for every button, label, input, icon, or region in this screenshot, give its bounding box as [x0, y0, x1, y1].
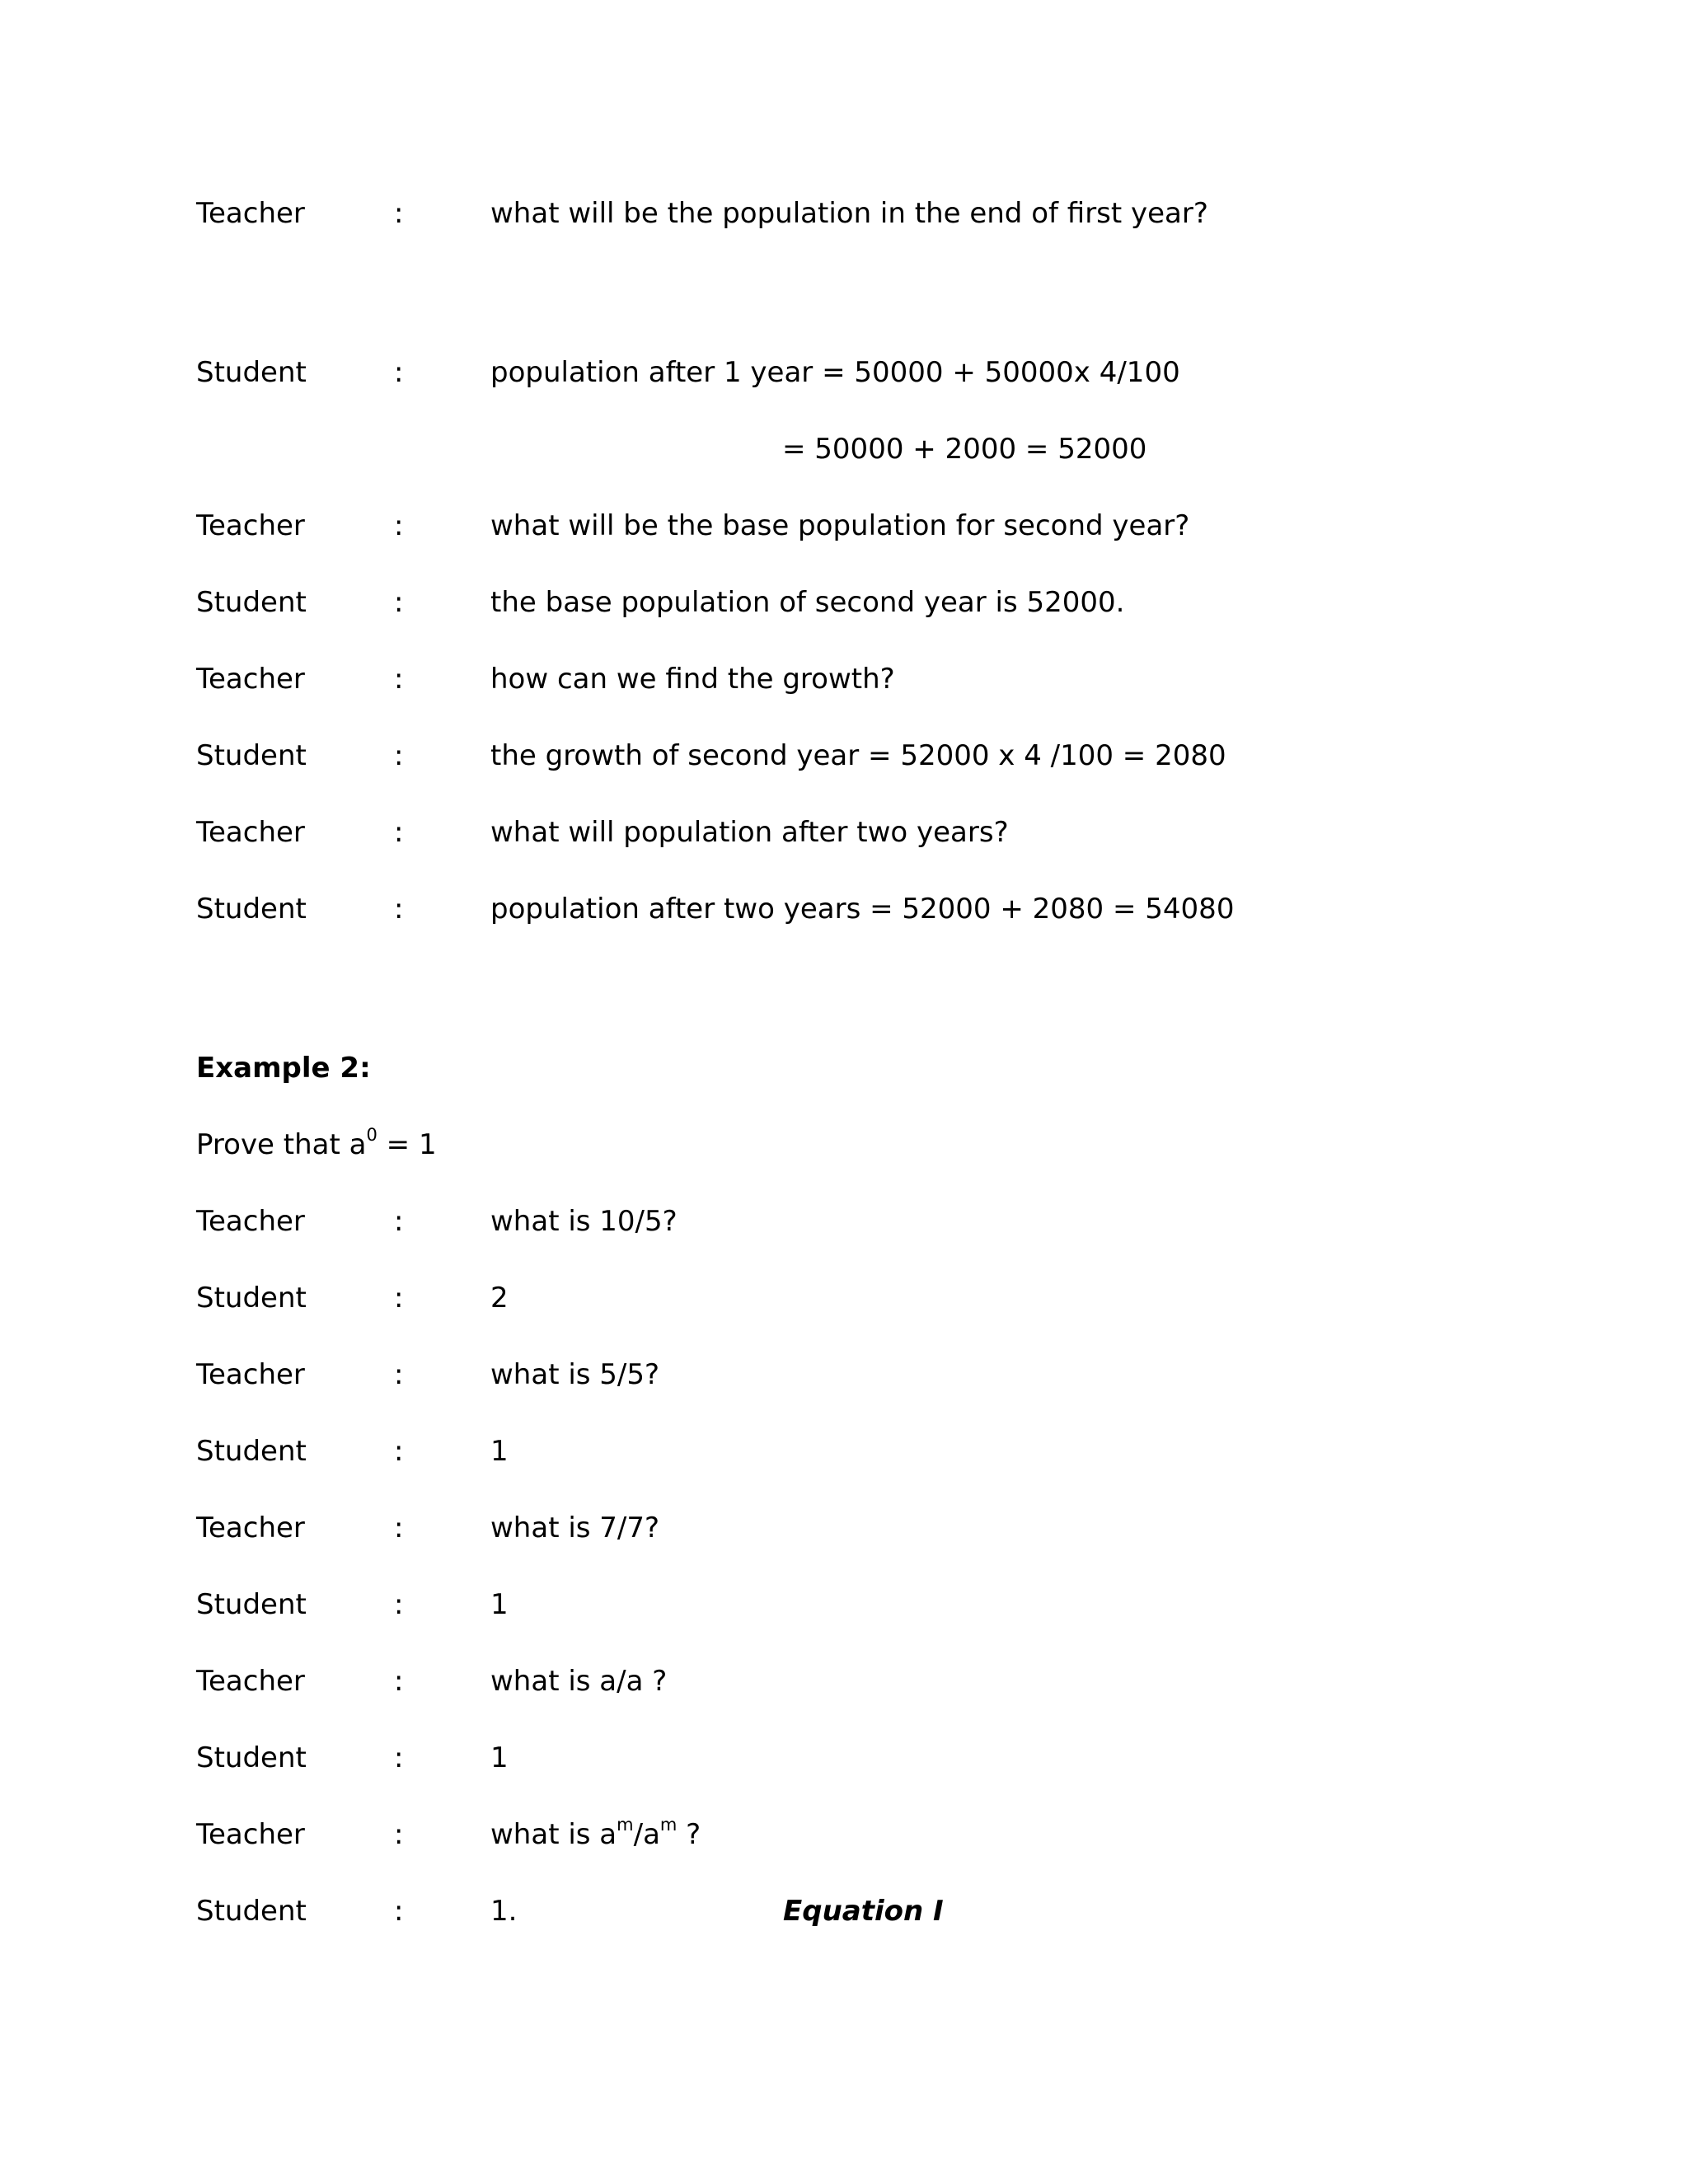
dialogue-line — [0, 348, 1688, 397]
speaker-label: Teacher — [196, 1511, 305, 1544]
equation-continuation: = 50000 + 2000 = 52000 — [782, 433, 1147, 466]
dialogue-line — [0, 1810, 1688, 1859]
speaker-label: Student — [196, 1282, 307, 1315]
colon-separator: : — [394, 586, 404, 619]
dialogue-text: what will be the population in the end of first year? — [490, 197, 1208, 230]
colon-separator: : — [394, 1205, 404, 1238]
dialogue-text: the base population of second year is 52000. — [490, 586, 1125, 619]
dialogue-text: what is 7/7? — [490, 1511, 660, 1544]
dialogue-text-part: what is a — [490, 1818, 617, 1851]
dialogue-text: what will be the base population for second year? — [490, 509, 1190, 542]
example-heading: Example 2: — [196, 1052, 371, 1085]
speaker-label: Teacher — [196, 663, 305, 696]
colon-separator: : — [394, 1665, 404, 1698]
dialogue-text: what is a/a ? — [490, 1665, 668, 1698]
dialogue-line — [0, 1427, 1688, 1476]
dialogue-line — [0, 189, 1688, 238]
speaker-label: Student — [196, 356, 307, 389]
speaker-label: Student — [196, 1435, 307, 1468]
dialogue-line — [0, 1273, 1688, 1323]
speaker-label: Teacher — [196, 1818, 305, 1851]
prove-text-tail: = 1 — [377, 1128, 437, 1161]
speaker-label: Teacher — [196, 816, 305, 849]
prove-statement-line — [0, 1120, 1688, 1169]
dialogue-line — [0, 1350, 1688, 1399]
dialogue-line — [0, 1886, 1688, 1936]
dialogue-text-part: /a — [633, 1818, 660, 1851]
colon-separator: : — [394, 739, 404, 772]
colon-separator: : — [394, 1358, 404, 1391]
prove-text: Prove that a — [196, 1128, 367, 1161]
colon-separator: : — [394, 893, 404, 926]
dialogue-line — [0, 1657, 1688, 1706]
prove-statement — [196, 1120, 437, 1169]
speaker-label: Student — [196, 1895, 307, 1928]
dialogue-line — [0, 654, 1688, 704]
colon-separator: : — [394, 1818, 404, 1851]
colon-separator: : — [394, 1895, 404, 1928]
colon-separator: : — [394, 663, 404, 696]
speaker-label: Teacher — [196, 1665, 305, 1698]
speaker-label: Teacher — [196, 1205, 305, 1238]
dialogue-text: what is 5/5? — [490, 1358, 660, 1391]
dialogue-text: 2 — [490, 1282, 509, 1315]
dialogue-line — [0, 808, 1688, 857]
colon-separator: : — [394, 1741, 404, 1774]
dialogue-line — [0, 578, 1688, 627]
dialogue-line — [0, 501, 1688, 551]
speaker-label: Student — [196, 1741, 307, 1774]
colon-separator: : — [394, 197, 404, 230]
exponent: m — [659, 1814, 678, 1835]
dialogue-text: population after two years = 52000 + 2080 = 54080 — [490, 893, 1235, 926]
dialogue-text: how can we find the growth? — [490, 663, 895, 696]
colon-separator: : — [394, 1588, 404, 1621]
dialogue-line — [0, 1733, 1688, 1783]
dialogue-line — [0, 884, 1688, 934]
dialogue-text-part: ? — [677, 1818, 701, 1851]
colon-separator: : — [394, 1435, 404, 1468]
colon-separator: : — [394, 1282, 404, 1315]
speaker-label: Teacher — [196, 1358, 305, 1391]
dialogue-text: 1 — [490, 1435, 509, 1468]
speaker-label: Student — [196, 1588, 307, 1621]
dialogue-text: what will population after two years? — [490, 816, 1009, 849]
speaker-label: Student — [196, 586, 307, 619]
colon-separator: : — [394, 1511, 404, 1544]
dialogue-line — [0, 1197, 1688, 1246]
continuation-line — [0, 424, 1688, 474]
dialogue-text — [490, 1810, 701, 1859]
dialogue-text: the growth of second year = 52000 x 4 /100 = 2080 — [490, 739, 1226, 772]
equation-label: Equation I — [783, 1895, 944, 1928]
dialogue-line — [0, 1580, 1688, 1629]
colon-separator: : — [394, 816, 404, 849]
dialogue-text: 1 — [490, 1588, 509, 1621]
dialogue-text: population after 1 year = 50000 + 50000x 4/100 — [490, 356, 1180, 389]
dialogue-text: 1. — [490, 1895, 518, 1928]
colon-separator: : — [394, 509, 404, 542]
exponent: 0 — [366, 1124, 377, 1145]
dialogue-text: 1 — [490, 1741, 509, 1774]
dialogue-line — [0, 1503, 1688, 1553]
dialogue-line — [0, 731, 1688, 780]
exponent: m — [617, 1814, 634, 1835]
dialogue-text: what is 10/5? — [490, 1205, 678, 1238]
speaker-label: Teacher — [196, 509, 305, 542]
colon-separator: : — [394, 356, 404, 389]
speaker-label: Student — [196, 739, 307, 772]
section-heading-line — [0, 1043, 1688, 1093]
speaker-label: Teacher — [196, 197, 305, 230]
speaker-label: Student — [196, 893, 307, 926]
